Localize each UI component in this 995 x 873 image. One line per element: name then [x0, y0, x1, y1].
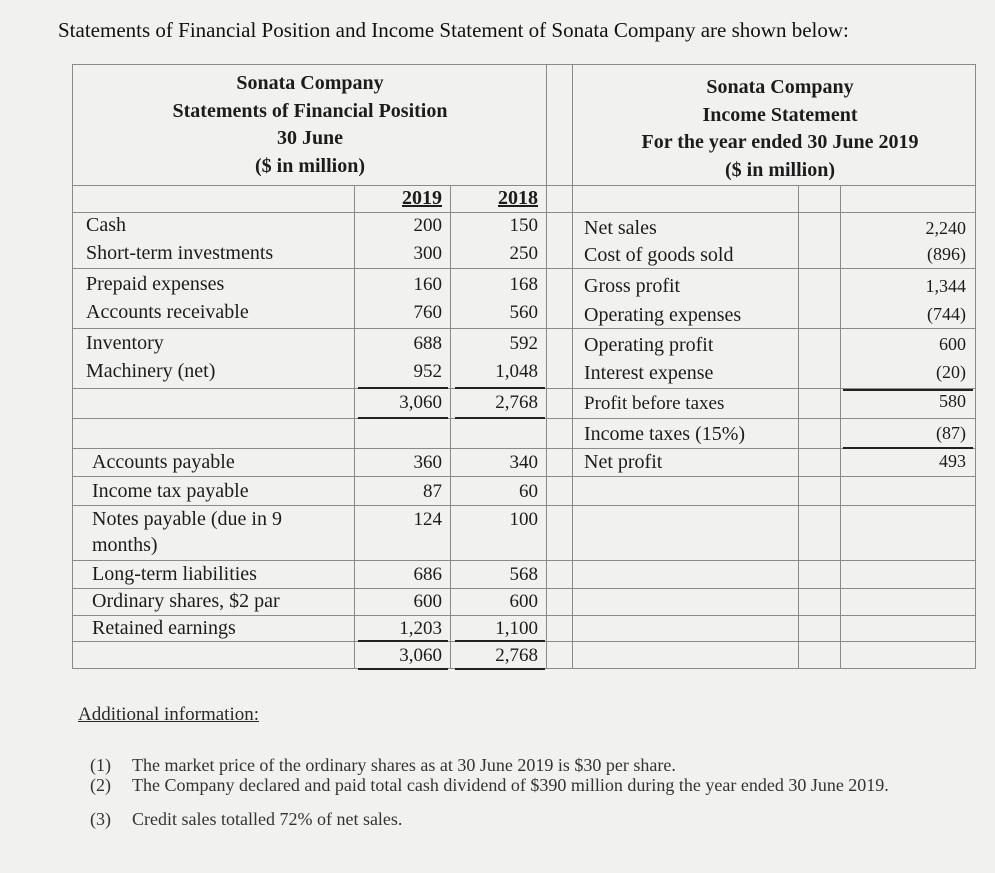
- liability-label: Accounts payable: [92, 451, 235, 473]
- is-row-value: 1,344: [925, 276, 966, 296]
- additional-info-heading: Additional information:: [78, 704, 260, 725]
- liability-2018: 60: [519, 481, 538, 502]
- total-rule: [455, 417, 545, 419]
- liability-2018: 600: [509, 591, 538, 612]
- sfp-unit: ($ in million): [254, 154, 365, 177]
- liability-2019: 600: [413, 591, 442, 612]
- total-rule: [358, 668, 448, 670]
- asset-label: Short-term investments: [86, 242, 274, 264]
- note-text: Credit sales totalled 72% of net sales.: [132, 809, 403, 829]
- liability-2019: 686: [413, 564, 442, 585]
- intro-text: Statements of Financial Position and Income Statement of Sonata Company are shown below:: [58, 18, 849, 42]
- liability-2019: 1,203: [399, 618, 442, 639]
- grid-line: [546, 64, 547, 669]
- grid-line: [72, 268, 976, 269]
- liability-label: Ordinary shares, $2 par: [92, 590, 280, 612]
- liability-2018: 340: [509, 452, 538, 473]
- note-item: [90, 775, 970, 795]
- grid-line: [572, 64, 573, 669]
- sfp-title: Statements of Financial Position: [172, 99, 448, 122]
- is-row-value: (896): [927, 244, 966, 264]
- asset-2019: 300: [413, 243, 442, 264]
- assets-total-2018: 2,768: [495, 392, 538, 413]
- grid-line: [354, 185, 355, 669]
- grid-line: [798, 185, 799, 669]
- asset-label: Prepaid expenses: [86, 273, 225, 295]
- is-unit: ($ in million): [724, 158, 835, 181]
- is-title: Income Statement: [702, 103, 858, 126]
- is-row-value: (744): [927, 304, 966, 324]
- is-row-label: Operating expenses: [584, 304, 742, 326]
- asset-label: Machinery (net): [86, 360, 216, 382]
- grid-line: [840, 185, 841, 669]
- grid-line: [72, 615, 976, 616]
- is-row-value: (87): [936, 423, 966, 443]
- grid-line: [72, 505, 976, 506]
- is-row-label: Net profit: [584, 451, 663, 473]
- note-item: [90, 755, 970, 775]
- is-period: For the year ended 30 June 2019: [641, 131, 919, 153]
- total-rule: [358, 387, 448, 389]
- note-item: [90, 809, 970, 829]
- asset-2019: 688: [413, 333, 442, 354]
- grid-line: [72, 588, 976, 589]
- total-rule: [358, 417, 448, 419]
- total-rule: [455, 387, 545, 389]
- is-row-label: Cost of goods sold: [584, 244, 734, 266]
- is-row-label: Gross profit: [584, 275, 681, 297]
- sfp-company: Sonata Company: [236, 72, 384, 94]
- asset-2018: 1,048: [495, 361, 538, 382]
- is-company: Sonata Company: [706, 76, 854, 98]
- note-text: The Company declared and paid total cash dividend of $390 million during the year ended 30 June 2019.: [132, 775, 889, 795]
- total-rule: [455, 668, 545, 670]
- liability-2018: 568: [509, 564, 538, 585]
- liabilities-total-2018: 2,768: [495, 645, 538, 666]
- asset-2019: 160: [413, 274, 442, 295]
- is-row-label: Net sales: [584, 217, 657, 239]
- liability-label: Notes payable (due in 9: [92, 508, 282, 530]
- is-row-value: (20): [936, 362, 966, 382]
- asset-2018: 592: [509, 333, 538, 354]
- liability-label-cont: months): [92, 534, 158, 556]
- liability-2019: 124: [413, 509, 442, 530]
- is-row-value: 2,240: [925, 218, 966, 238]
- is-row-label: Interest expense: [584, 362, 714, 384]
- grid-line: [72, 476, 976, 477]
- grid-line: [72, 212, 976, 213]
- liability-label: Retained earnings: [92, 617, 236, 639]
- total-rule: [455, 640, 545, 642]
- asset-2018: 250: [509, 243, 538, 264]
- asset-2019: 200: [413, 215, 442, 236]
- asset-2018: 150: [509, 215, 538, 236]
- is-row-value: 493: [939, 451, 966, 471]
- asset-2019: 952: [413, 361, 442, 382]
- is-row-label: Operating profit: [584, 334, 714, 356]
- note-text: The market price of the ordinary shares as at 30 June 2019 is $30 per share.: [132, 755, 676, 775]
- note-number: (3): [90, 809, 111, 829]
- note-number: (1): [90, 755, 111, 775]
- grid-line: [450, 185, 451, 669]
- grid-line: [72, 328, 976, 329]
- grid-line: [72, 185, 976, 186]
- asset-label: Cash: [86, 214, 126, 236]
- sfp-date: 30 June: [276, 127, 344, 149]
- is-row-label: Income taxes (15%): [584, 423, 746, 445]
- asset-label: Accounts receivable: [86, 301, 249, 323]
- total-rule: [358, 640, 448, 642]
- is-header: [590, 74, 970, 184]
- asset-2018: 560: [509, 302, 538, 323]
- additional-info-notes: [90, 755, 970, 829]
- note-number: (2): [90, 775, 111, 795]
- is-row-value: 580: [939, 391, 966, 411]
- asset-2018: 168: [509, 274, 538, 295]
- total-rule: [843, 447, 973, 449]
- liability-2018: 1,100: [495, 618, 538, 639]
- col-header-2018: 2018: [498, 187, 538, 209]
- assets-total-2019: 3,060: [399, 392, 442, 413]
- liability-label: Long-term liabilities: [92, 563, 257, 585]
- liability-2019: 360: [413, 452, 442, 473]
- liability-label: Income tax payable: [92, 480, 249, 502]
- grid-line: [72, 560, 976, 561]
- col-header-2019: 2019: [402, 187, 442, 209]
- is-row-value: 600: [939, 334, 966, 354]
- sfp-header: [110, 70, 510, 180]
- liability-2019: 87: [423, 481, 442, 502]
- liabilities-total-2019: 3,060: [399, 645, 442, 666]
- liability-2018: 100: [509, 509, 538, 530]
- is-row-label: Profit before taxes: [584, 393, 725, 414]
- grid-line: [72, 448, 976, 449]
- asset-2019: 760: [413, 302, 442, 323]
- asset-label: Inventory: [86, 332, 164, 354]
